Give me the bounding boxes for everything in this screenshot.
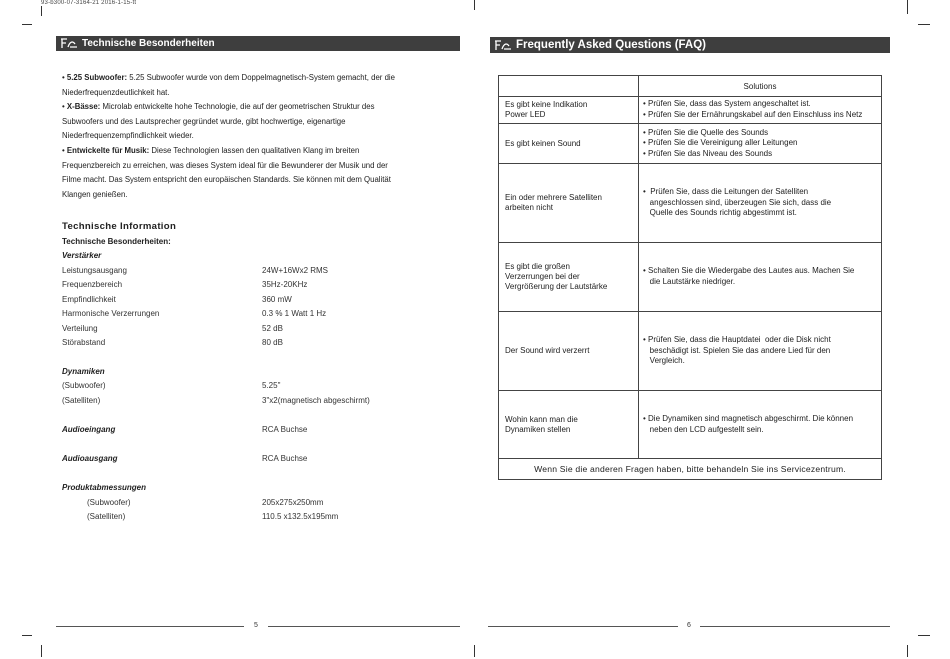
dyn-heading: Dynamiken (62, 367, 105, 376)
spec-label: Harmonische Verzerrungen (62, 309, 160, 318)
crop-mark (41, 6, 42, 16)
page-number: 5 (254, 622, 258, 629)
spec-value: 0.3 % 1 Watt 1 Hz (262, 309, 327, 318)
feature-item: • X-Bässe: Microlab entwickelte hohe Technologie, die auf der geometrischen Struktur des (62, 102, 375, 112)
table-row (499, 311, 882, 390)
section-bar-left (56, 36, 460, 51)
faq-solution: • Die Dynamiken sind magnetisch abgeschirmt. Die können neben den LCD aufgestellt sein. (639, 390, 882, 459)
spec-label: (Subwoofer) (62, 381, 106, 390)
faq-question: Es gibt die großen Verzerrungen bei der Vergrößerung der Lautstärke (499, 243, 639, 312)
spec-subtitle: Technische Besonderheiten: (62, 237, 171, 246)
faq-question: Wohin kann man die Dynamiken stellen (499, 390, 639, 459)
brand-logo-icon (60, 38, 78, 49)
footer-rule (700, 626, 890, 627)
faq-solution: • Prüfen Sie, dass das System angeschaltet ist. • Prüfen Sie der Ernährungskabel auf den Einschluss ins Netz (639, 97, 882, 124)
output-heading: Audioausgang (62, 454, 118, 463)
spec-value: 24W+16Wx2 RMS (262, 266, 329, 275)
brand-logo-icon (494, 40, 512, 51)
feature-item: • 5.25 Subwoofer: 5.25 Subwoofer wurde von dem Doppelmagnetisch-System gemacht, der die (62, 73, 395, 82)
crop-mark (918, 635, 930, 636)
spec-label: (Satelliten) (62, 396, 101, 405)
spec-title: Technische Information (62, 221, 177, 232)
spec-value: RCA Buchse (262, 425, 308, 434)
column-header-solutions: Solutions (639, 76, 882, 97)
spec-value: 205x275x250mm (262, 498, 324, 507)
footer-rule (488, 626, 678, 627)
faq-solution: • Schalten Sie die Wiedergabe des Lautes aus. Machen Sie die Lautstärke niedriger. (639, 243, 882, 312)
spec-label: (Satelliten) (87, 512, 126, 521)
print-info: 93-b300-07-3164-21 2016-1-15-tt (41, 0, 137, 6)
table-row (499, 124, 882, 164)
crop-mark (907, 0, 908, 14)
spec-value: 35Hz-20KHz (262, 280, 308, 289)
table-row (499, 97, 882, 124)
dimensions-heading: Produktabmessungen (62, 483, 147, 492)
spec-label: Leistungsausgang (62, 266, 127, 275)
spec-label: Frequenzbereich (62, 280, 123, 289)
crop-mark (918, 24, 930, 25)
faq-solution: • Prüfen Sie, dass die Hauptdatei oder die Disk nicht beschädigt ist. Spielen Sie das andere Lied für den Vergleich. (639, 311, 882, 390)
spec-value: 80 dB (262, 338, 283, 347)
table-row (499, 243, 882, 312)
crop-mark (41, 645, 42, 657)
faq-solution: • Prüfen Sie, dass die Leitungen der Satelliten angeschlossen sind, überzeugen Sie sich, dass die Quelle des Sounds richtig abgestimmt ist. (639, 164, 882, 243)
faq-question: Es gibt keinen Sound (499, 124, 639, 164)
spec-label: Verteilung (62, 324, 98, 333)
table-row (499, 164, 882, 243)
feature-list: • 5.25 Subwoofer: 5.25 Subwoofer wurde von dem Doppelmagnetisch-System gemacht, der die Niederfrequenzdeutlichkeit hat. • X-Bässe: Microlab entwickelte hohe Technologie, die auf der geometrischen Struktur des Subwoofers und des Lautsprecher gegründet wurde, gibt hochwertige, eigenartige Niederfrequenzempfindlichkeit wieder. • Entwickelte für Musik: Diese Technologien lassen den qualitativen Klang im breiten Frequenzbereich zu erreichen, was dieses System ideal für die Bewunderer der Musik und der Filme macht. Das System entspricht den europäischen Standards. Sie können mit dem Qualität Klangen genießen. (62, 71, 454, 202)
page-number: 6 (687, 622, 691, 629)
amp-heading: Verstärker (62, 251, 102, 260)
crop-mark (474, 0, 475, 10)
crop-mark (22, 635, 32, 636)
table-row (499, 390, 882, 459)
crop-mark (907, 645, 908, 657)
faq-table (498, 75, 882, 480)
faq-question: Der Sound wird verzerrt (499, 311, 639, 390)
section-title: Frequently Asked Questions (FAQ) (516, 39, 706, 51)
spec-value: 3"x2(magnetisch abgeschirmt) (262, 396, 370, 405)
spec-label: Störabstand (62, 338, 106, 347)
faq-solution: • Prüfen Sie die Quelle des Sounds • Prüfen Sie die Vereinigung aller Leitungen • Prüfen Sie das Niveau des Sounds (639, 124, 882, 164)
spec-value: 360 mW (262, 295, 292, 304)
table-row (499, 459, 882, 480)
spec-value: 5.25" (262, 381, 281, 390)
spec-value: RCA Buchse (262, 454, 308, 463)
table-row (499, 76, 882, 97)
section-bar-right (490, 37, 890, 53)
input-heading: Audioeingang (62, 425, 116, 434)
crop-mark (22, 24, 32, 25)
feature-item: • Entwickelte für Musik: Diese Technologien lassen den qualitativen Klang im breiten (62, 145, 360, 155)
faq-question: Es gibt keine Indikation Power LED (499, 97, 639, 124)
section-title: Technische Besonderheiten (82, 38, 215, 49)
footer-rule (56, 626, 244, 627)
crop-mark (474, 645, 475, 657)
faq-footer-note: Wenn Sie die anderen Fragen haben, bitte behandeln Sie ins Servicezentrum. (499, 459, 882, 480)
spec-label: (Subwoofer) (87, 498, 131, 507)
spec-value: 52 dB (262, 324, 283, 333)
spec-value: 110.5 x132.5x195mm (262, 512, 339, 521)
footer-rule (268, 626, 460, 627)
spec-label: Empfindlichkeit (62, 295, 116, 304)
faq-question: Ein oder mehrere Satelliten arbeiten nicht (499, 164, 639, 243)
